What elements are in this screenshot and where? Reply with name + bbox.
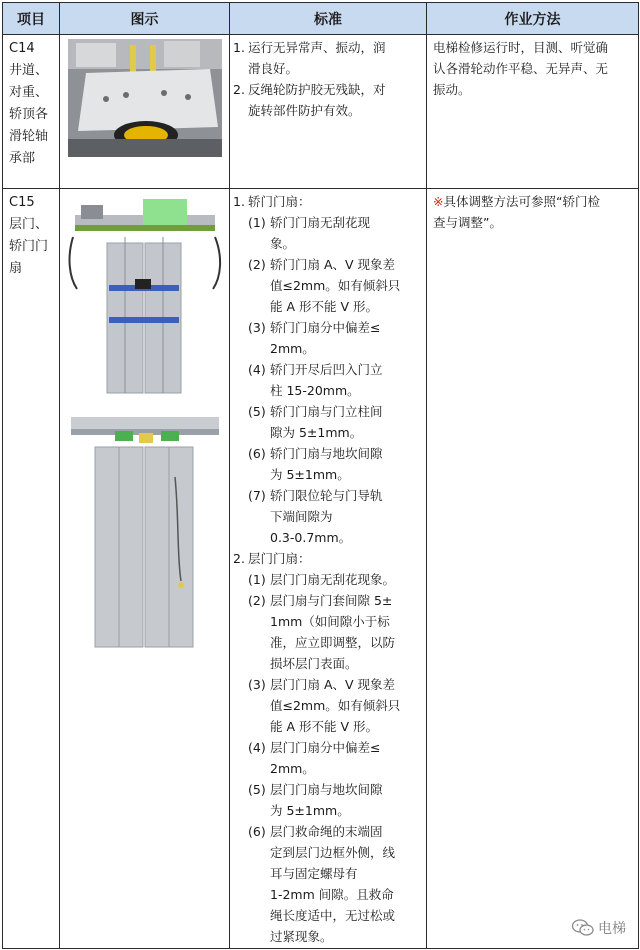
standard-subitem: (5) 层门门扇与地坎间隙 为 5±1mm。 [248,782,383,818]
item-name-line: 对重、 [9,85,49,100]
method-cell: ※具体调整方法可参照“轿门检 查与调整”。 [427,189,639,949]
item-name-line: 轿门门 [9,239,49,254]
item-name-line: 井道、 [9,63,49,78]
method-cell: 电梯检修运行时，目测、听觉确 认各滑轮动作平稳、无异声、无 振动。 [427,35,639,189]
header-item: 项目 [3,3,60,35]
standard-section-landing-door: 2. 层门门扇： [233,551,311,566]
pulley-photo [68,39,222,157]
table-row-c15 [3,189,639,949]
standard-item: 2. 反绳轮防护胶无残缺，对 旋转部件防护有效。 [233,82,386,118]
spec-table [2,2,639,949]
figure-cell [60,189,230,949]
standard-item: 1. 运行无异常声、振动，润 滑良好。 [233,40,386,76]
standard-subitem: (6) 轿门门扇与地坎间隙 为 5±1mm。 [248,446,383,482]
standard-subitem: (7) 轿门限位轮与门导轨 下端间隙为 0.3-0.7mm。 [248,488,383,545]
item-code: C14 [9,41,35,56]
standard-subitem: (1) 轿门门扇无刮花现 象。 [248,215,371,251]
figure-cell [60,35,230,189]
item-cell [3,35,60,189]
standard-subitem: (4) 层门门扇分中偏差≤ 2mm。 [248,740,381,776]
standard-subitem: (3) 轿门门扇分中偏差≤ 2mm。 [248,320,381,356]
item-name-line: 承部 [9,151,36,166]
item-cell [3,189,60,949]
standard-subitem: (2) 层门扇与门套间隙 5± 1mm（如间隙小于标 准，应立即调整，以防 损坏层门表面。 [248,593,396,671]
standard-section-car-door: 1. 轿门门扇： [233,194,311,209]
header-figure: 图示 [60,3,230,35]
standard-subitem: (2) 轿门门扇 A、V 现象差 值≤2mm。如有倾斜只 能 A 形不能 V 形。 [248,257,401,314]
standard-subitem: (5) 轿门门扇与门立柱间 隙为 5±1mm。 [248,404,383,440]
header-standard: 标准 [230,3,427,35]
standard-subitem: (1) 层门门扇无刮花现象。 [248,572,396,587]
item-name-line: 滑轮轴 [9,129,49,144]
standard-subitem: (4) 轿门开尽后凹入门立 柱 15-20mm。 [248,362,383,398]
landing-door-diagram [65,417,225,657]
table-row-c14 [3,35,639,189]
item-name-line: 扇 [9,261,23,276]
standard-cell [230,35,427,189]
standard-subitem: (6) 层门救命绳的末端固 定到层门边框外侧，线 耳与固定螺母有 1-2mm 间隙。且救命 绳长度适中，无过松或 过紧现象。 [248,824,396,944]
watermark-text: 电梯 [598,921,626,937]
item-name-line: 层门、 [9,217,49,232]
standard-cell [230,189,427,949]
watermark [572,918,626,938]
header-method: 作业方法 [427,3,639,35]
reference-mark: ※ [433,194,444,209]
standard-subitem: (3) 层门门扇 A、V 现象差 值≤2mm。如有倾斜只 能 A 形不能 V 形。 [248,677,401,734]
item-code: C15 [9,195,35,210]
car-door-diagram [65,197,225,407]
header-row [3,3,639,35]
item-name-line: 轿顶各 [9,107,49,122]
wechat-icon [572,919,594,937]
